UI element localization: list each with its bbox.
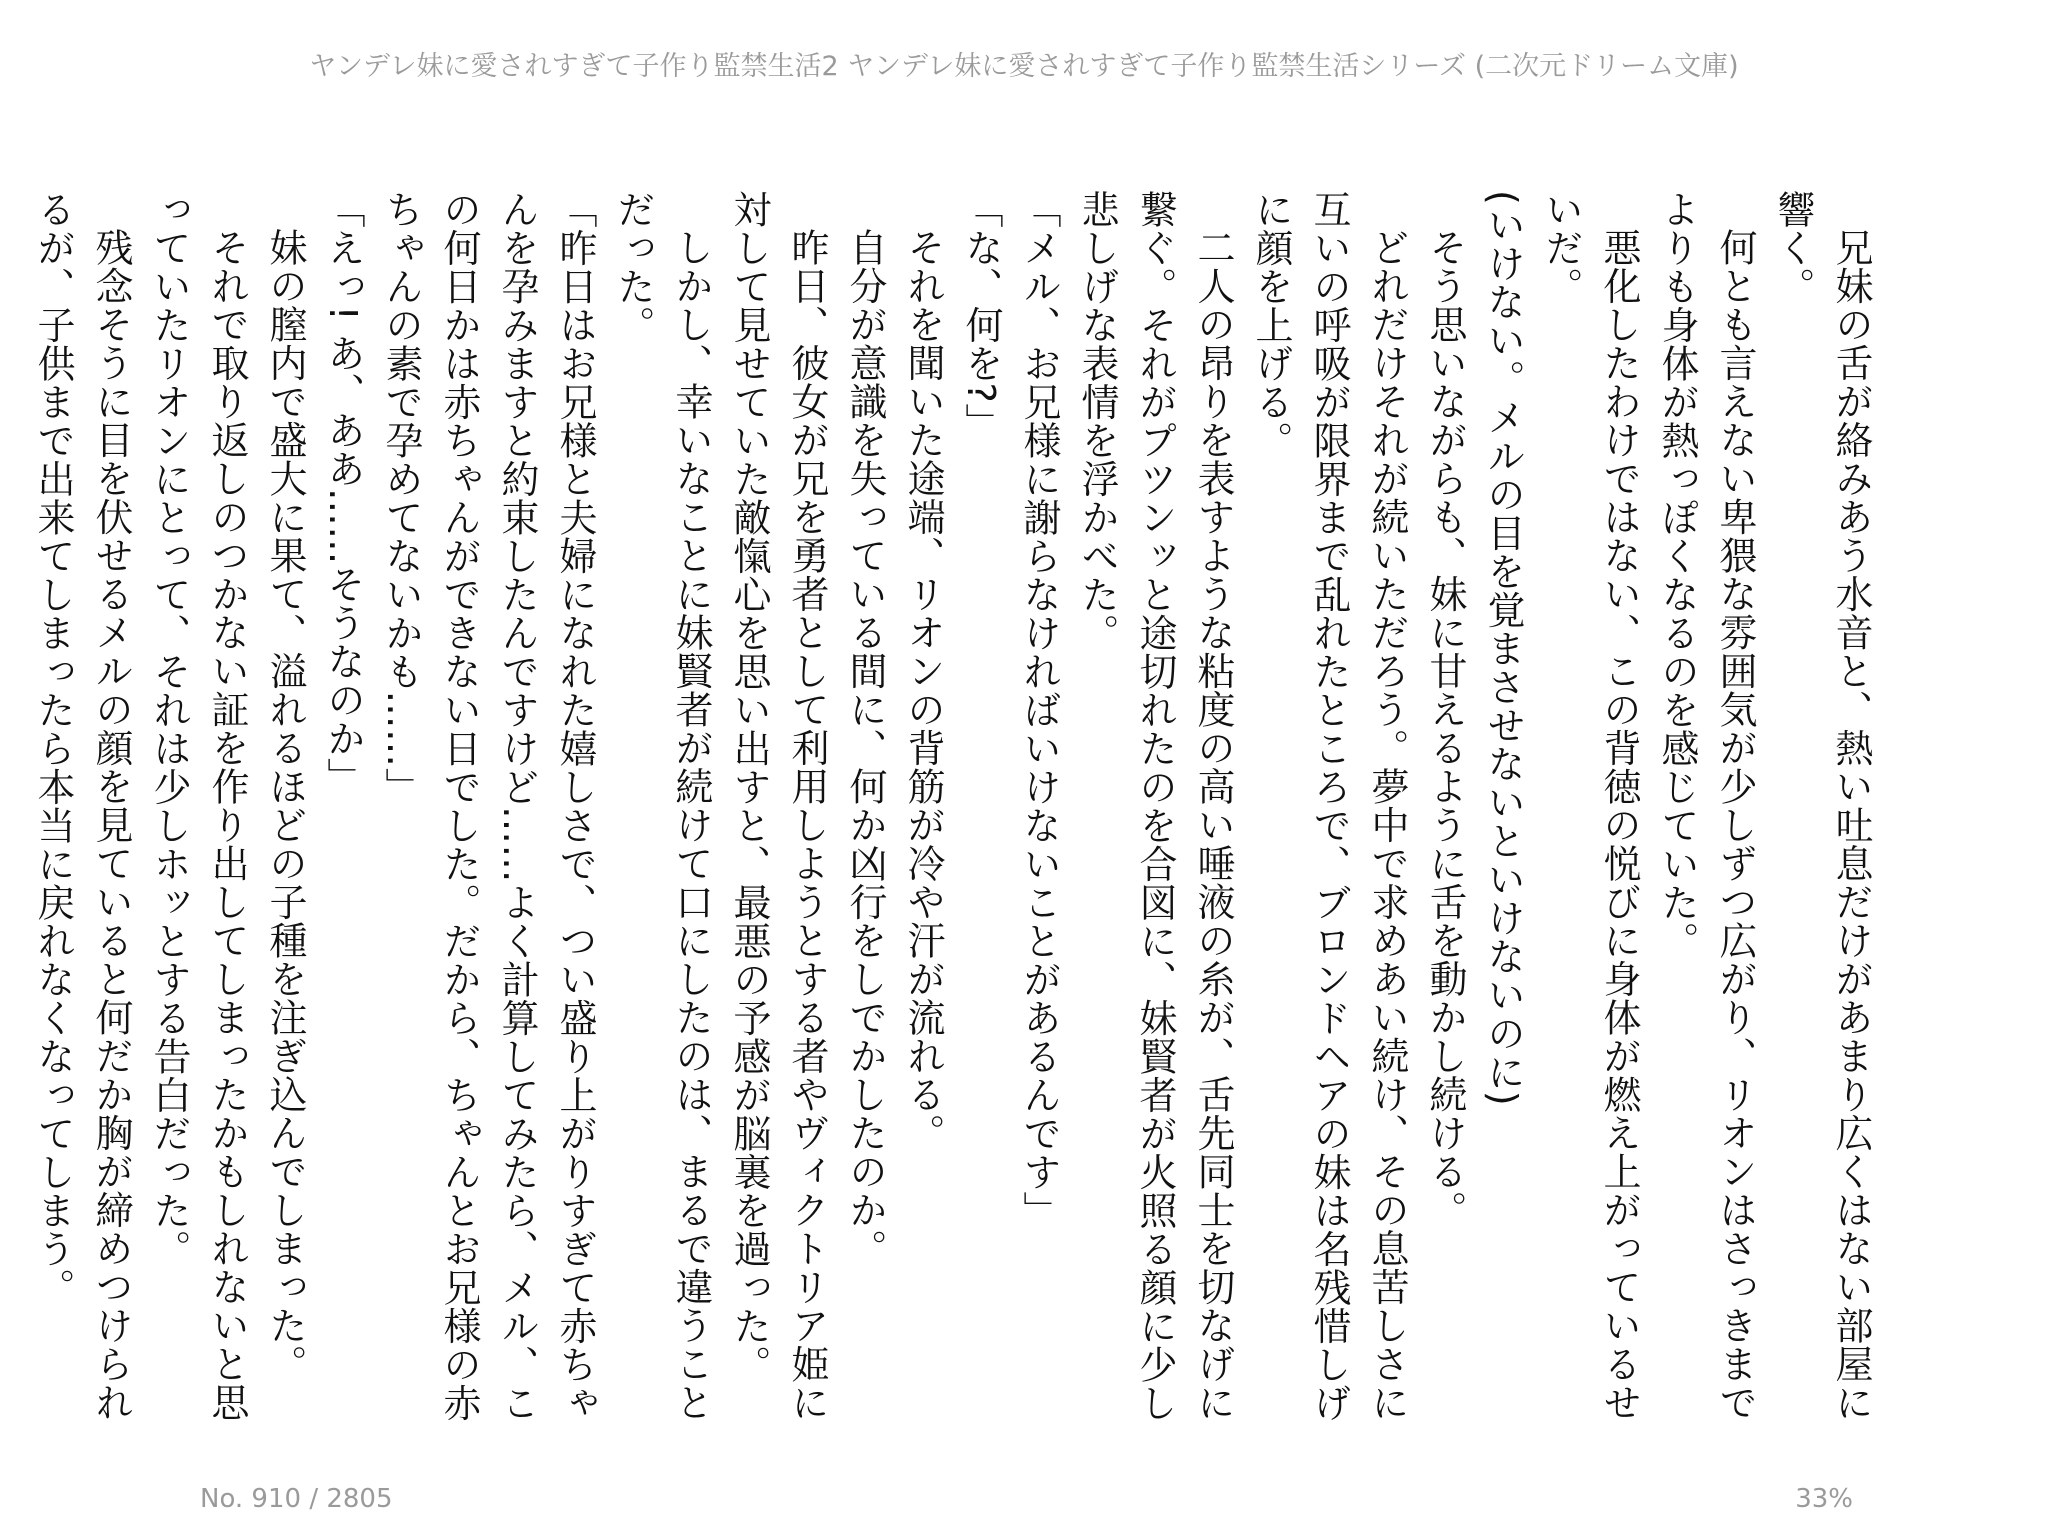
reading-progress-percent: 33% — [1795, 1484, 1853, 1514]
paragraph: 「な、何を?」 — [959, 190, 1003, 442]
page-body-text[interactable] — [31, 190, 1880, 1440]
book-title: ヤンデレ妹に愛されすぎて子作り監禁生活2 ヤンデレ妹に愛されすぎて子作り監禁生活シリーズ (二次元ドリーム文庫) — [309, 51, 1739, 82]
paragraph: しかし、幸いなことに妹賢者が続けて口にしたのは、まるで違うことだった。 — [611, 190, 713, 1422]
paragraph: 「メル、お兄様に謝らなければいけないことがあるんです」 — [1017, 190, 1061, 1230]
paragraph: 妹の膣内で盛大に果て、溢れるほどの子種を注ぎ込んでしまった。 — [263, 228, 307, 1383]
paragraph: 残念そうに目を伏せるメルの顔を見ていると何だか胸が締めつけられるが、子供まで出来てしまったら本当に戻れなくなってしまう。 — [31, 190, 133, 1422]
location-indicator[interactable]: No. 910 / 2805 — [200, 1484, 393, 1514]
paragraph: 「えっ! あ、ああ……そうなのか」 — [321, 190, 365, 796]
paragraph: 二人の昂りを表すような粘度の高い唾液の糸が、舌先同士を切なげに繋ぐ。それがプツンッと途切れたのを合図に、妹賢者が火照る顔に少し悲しげな表情を浮かべた。 — [1075, 190, 1235, 1422]
paragraph: そう思いながらも、妹に甘えるように舌を動かし続ける。 — [1423, 228, 1467, 1229]
paragraph: 自分が意識を失っている間に、何か凶行をしでかしたのか。 — [843, 228, 887, 1268]
paragraph: それで取り返しのつかない証を作り出してしまったかもしれないと思っていたリオンにとって、それは少しホッとする告白だった。 — [147, 190, 249, 1422]
paragraph: 何とも言えない卑猥な雰囲気が少しずつ広がり、リオンはさっきまでよりも身体が熱っぽくなるのを感じていた。 — [1655, 190, 1757, 1422]
paragraph: (いけない。メルの目を覚まさせないといけないのに) — [1481, 190, 1525, 1107]
paragraph: 「昨日はお兄様と夫婦になれた嬉しさで、つい盛り上がりすぎて赤ちゃんを孕みますと約束したんですけど……よく計算してみたら、メル、この何日かは赤ちゃんができない日でした。だから、ちゃんとお兄様の赤ちゃんの素で孕めてないかも……」 — [379, 190, 597, 1422]
paragraph: どれだけそれが続いただろう。夢中で求めあい続け、その息苦しさに互いの呼吸が限界まで乱れたところで、ブロンドヘアの妹は名残惜しげに顔を上げる。 — [1249, 190, 1409, 1422]
paragraph: それを聞いた途端、リオンの背筋が冷や汗が流れる。 — [901, 228, 945, 1152]
paragraph: 悪化したわけではない、この背徳の悦びに身体が燃え上がっているせいだ。 — [1539, 190, 1641, 1422]
paragraph: 兄妹の舌が絡みあう水音と、熱い吐息だけがあまり広くはない部屋に響く。 — [1771, 190, 1873, 1422]
paragraph: 昨日、彼女が兄を勇者として利用しようとする者やヴィクトリア姫に対して見せていた敵愾心を思い出すと、最悪の予感が脳裏を過った。 — [727, 190, 829, 1422]
